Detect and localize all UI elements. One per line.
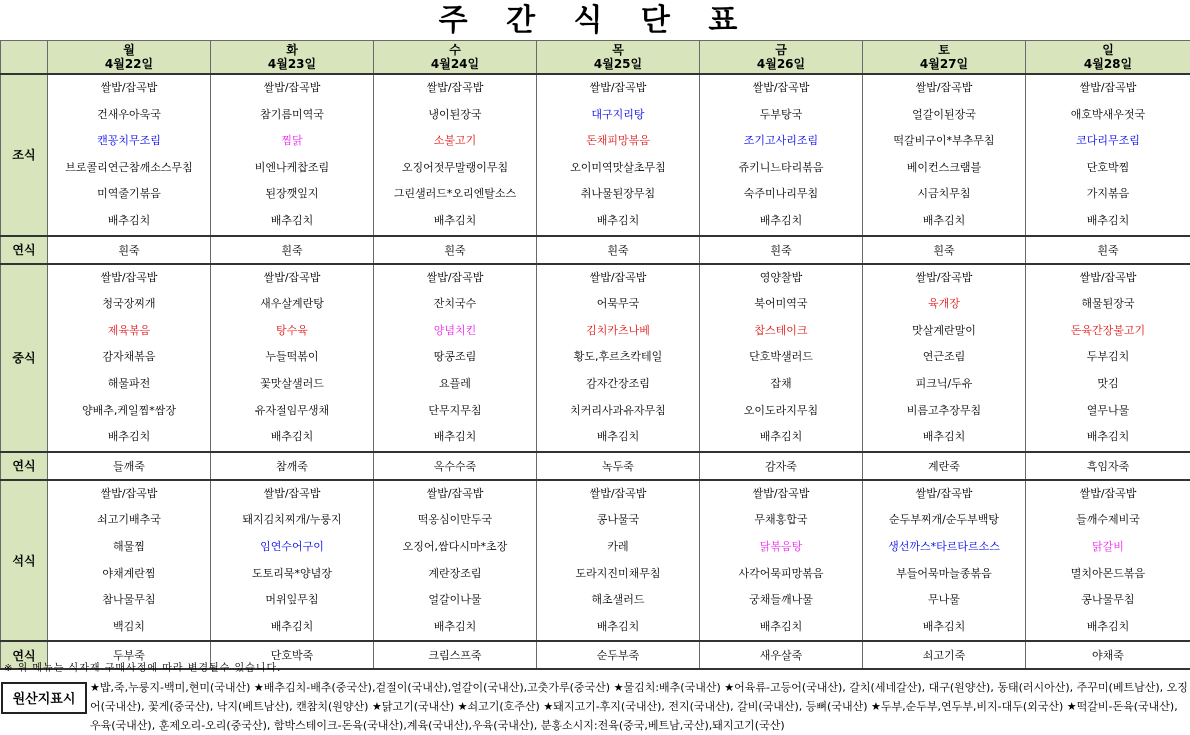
menu-item: 치커리사과유자무침 (570, 403, 666, 417)
snack-item: 두부죽 (48, 641, 211, 669)
menu-item: 쌀밥/잡곡밥 (1079, 81, 1137, 94)
menu-item: 비엔나케찹조림 (254, 160, 330, 174)
menu-item: 맛살계란말이 (912, 323, 976, 337)
menu-item: 배추김치 (107, 430, 151, 444)
lunch-day-cell (1026, 264, 1190, 452)
day-date: 4월24일 (430, 57, 480, 71)
menu-item: 순두부찌개/순두부백탕 (889, 513, 999, 527)
menu-item: 계란장조림 (428, 566, 482, 580)
snack-item: 계란죽 (863, 452, 1026, 480)
menu-item: 쌀밥/잡곡밥 (263, 270, 321, 284)
menu-item: 누들떡볶이 (265, 350, 319, 364)
snack-item: 쇠고기죽 (863, 641, 1026, 669)
breakfast-label: 조식 (1, 74, 48, 236)
menu-item: 된장깻잎지 (265, 187, 319, 201)
snack-item: 옥수수죽 (374, 452, 537, 480)
menu-item: 배추김치 (433, 619, 477, 633)
menu-item: 돼지김치찌개/누룽지 (242, 513, 342, 527)
menu-item: 배추김치 (759, 213, 803, 227)
menu-item: 배추김치 (922, 213, 966, 227)
menu-item: 돈육간장불고기 (1070, 323, 1146, 337)
day-date: 4월23일 (267, 57, 317, 71)
menu-item: 쌀밥/잡곡밥 (426, 486, 484, 500)
menu-item: 감자간장조림 (586, 376, 650, 390)
day-name: 목 (612, 43, 624, 57)
menu-item: 쥬키니느타리볶음 (738, 160, 824, 174)
menu-item: 얼갈이된장국 (912, 107, 976, 121)
weekly-menu-table (0, 40, 1190, 670)
menu-item: 배추김치 (433, 213, 477, 227)
menu-item: 쌀밥/잡곡밥 (263, 486, 321, 500)
snack-item: 야채죽 (1026, 641, 1190, 669)
menu-item: 두부김치 (1086, 350, 1130, 364)
dinner-day-cell (1026, 480, 1190, 642)
menu-item: 유자절임무생채 (254, 403, 330, 417)
origin-label: 원산지표시 (1, 682, 87, 714)
menu-item: 캔꽁치무조림 (97, 134, 161, 148)
menu-item: 쌀밥/잡곡밥 (589, 486, 647, 500)
menu-item: 쌀밥/잡곡밥 (589, 270, 647, 284)
menu-item: 쌀밥/잡곡밥 (915, 81, 973, 94)
breakfast-day-cell (211, 74, 374, 236)
menu-item: 잔치국수 (433, 297, 477, 311)
menu-item: 두부탕국 (759, 107, 803, 121)
menu-item: 오징어,쌈다시마*초장 (402, 539, 508, 553)
menu-item: 황도,후르츠칵테일 (573, 350, 663, 364)
menu-item: 카레 (607, 539, 629, 553)
snack-item: 흰죽 (700, 236, 863, 264)
menu-item: 배추김치 (596, 213, 640, 227)
origin-info: ★밥,죽,누룽지-백미,현미(국내산) ★배추김치-배추(중국산),겉절이(국내산),얼갈이(국내산),고춧가루(중국산) ★물김치:배추(국내산) ★어육류-고등어(국내산), 갈치(세네갈산), 대구(원양산), 동태(러시아산), 주꾸미(베트남산), 오징어(국내산), 꽃게(중국산), 낙지(베트남산), 캔참치(원양산) ★닭고기(국내산) ★쇠고기(호주산) ★돼지고기-후지(국내산), 전지(국내산), 갈비(국내산), 등뼈(국내산) ★두부,순두부,연두부,비지-대두(외국산) ★떡갈비-돈육(국내산),우육(국내산), 훈제오리-오리(중국산), 함박스테이크-돈육(국내산),계육(국내산),우육(국내산), 분홍소시지:전육(중국,베트남,국산),돼지고기(국산) (90, 681, 1188, 732)
menu-item: 돈채피망볶음 (586, 134, 650, 148)
lunch-day-cell (537, 264, 700, 452)
day-header (700, 41, 863, 75)
dinner-day-cell (374, 480, 537, 642)
breakfast-row (1, 74, 1190, 236)
menu-item: 숙주미나리무침 (743, 187, 819, 201)
menu-item: 쌀밥/잡곡밥 (1079, 486, 1137, 500)
menu-item: 머위잎무침 (265, 593, 319, 607)
menu-item: 냉이된장국 (428, 107, 482, 121)
breakfast-day-cell (537, 74, 700, 236)
day-header (537, 41, 700, 75)
menu-item: 콩나물무침 (1081, 593, 1135, 607)
menu-item: 양배추,케일찜*쌈장 (81, 403, 176, 417)
menu-item: 탕수육 (276, 323, 308, 337)
menu-item: 그린샐러드*오리엔탈소스 (393, 187, 517, 201)
dinner-row (1, 480, 1190, 642)
menu-item: 쌀밥/잡곡밥 (100, 486, 158, 500)
menu-item: 소불고기 (433, 134, 477, 148)
menu-item: 쌀밥/잡곡밥 (752, 81, 810, 94)
menu-item: 건새우아욱국 (97, 107, 161, 121)
lunch-row (1, 264, 1190, 452)
lunch-label: 중식 (1, 264, 48, 452)
snack-item: 흰죽 (1026, 236, 1190, 264)
day-header (48, 41, 211, 75)
menu-item: 참나물무침 (102, 593, 156, 607)
menu-item: 시금치무침 (917, 187, 971, 201)
day-name: 일 (1102, 43, 1114, 57)
menu-item: 땅콩조림 (433, 350, 477, 364)
snack-label: 연식 (1, 236, 48, 264)
menu-item: 열무나물 (1086, 403, 1130, 417)
snack-item: 흰죽 (537, 236, 700, 264)
snack-item: 흰죽 (48, 236, 211, 264)
menu-item: 쌀밥/잡곡밥 (915, 486, 973, 500)
menu-item: 배추김치 (922, 619, 966, 633)
menu-item: 배추김치 (1086, 213, 1130, 227)
menu-item: 꽃맛살샐러드 (260, 376, 324, 390)
snack-item: 흰죽 (374, 236, 537, 264)
menu-item: 닭볶음탕 (759, 539, 803, 553)
menu-item: 비름고추장무침 (906, 403, 982, 417)
menu-item: 쌀밥/잡곡밥 (426, 81, 484, 94)
menu-item: 배추김치 (270, 619, 314, 633)
day-header (374, 41, 537, 75)
snack-item: 단호박죽 (211, 641, 374, 669)
day-header-row (1, 41, 1190, 75)
dinner-label: 석식 (1, 480, 48, 642)
day-date: 4월25일 (593, 57, 643, 71)
day-header (863, 41, 1026, 75)
menu-item: 미역줄기볶음 (97, 187, 161, 201)
menu-item: 닭갈비 (1092, 539, 1124, 553)
breakfast-day-cell (48, 74, 211, 236)
menu-item: 임연수어구이 (260, 539, 324, 553)
menu-item: 해초샐러드 (591, 593, 645, 607)
snack-label: 연식 (1, 452, 48, 480)
menu-item: 쌀밥/잡곡밥 (752, 486, 810, 500)
menu-item: 궁채들깨나물 (749, 593, 813, 607)
page-title: 주 간 식 단 표 (438, 3, 752, 38)
day-header (211, 41, 374, 75)
menu-item: 배추김치 (759, 619, 803, 633)
menu-item: 무채홍합국 (754, 513, 808, 527)
lunch-day-cell (863, 264, 1026, 452)
menu-item: 해물찜 (113, 539, 145, 553)
breakfast-day-cell (374, 74, 537, 236)
menu-item: 요플레 (439, 376, 471, 390)
snack-item: 순두부죽 (537, 641, 700, 669)
menu-item: 배추김치 (596, 619, 640, 633)
day-date: 4월27일 (919, 57, 969, 71)
menu-item: 쌀밥/잡곡밥 (915, 270, 973, 284)
menu-item: 배추김치 (1086, 619, 1130, 633)
menu-item: 조기고사리조림 (743, 134, 819, 148)
snack-item: 새우살죽 (700, 641, 863, 669)
breakfast-day-cell (863, 74, 1026, 236)
day-date: 4월22일 (104, 57, 154, 71)
lunch-day-cell (48, 264, 211, 452)
menu-item: 무나물 (928, 593, 960, 607)
day-name: 금 (775, 43, 787, 57)
snack-item: 참깨죽 (211, 452, 374, 480)
menu-item: 오징어젓무말랭이무침 (401, 160, 509, 174)
lunch-day-cell (700, 264, 863, 452)
day-name: 수 (449, 43, 461, 57)
menu-item: 쌀밥/잡곡밥 (426, 270, 484, 284)
menu-item: 배추김치 (596, 430, 640, 444)
menu-item: 해물된장국 (1081, 297, 1135, 311)
day-name: 토 (938, 43, 950, 57)
dinner-day-cell (700, 480, 863, 642)
day-date: 4월28일 (1083, 57, 1133, 71)
menu-item: 피크닉/두유 (915, 376, 973, 390)
menu-item: 감자채볶음 (102, 350, 156, 364)
snack1-row (1, 236, 1190, 264)
menu-item: 취나물된장무침 (580, 187, 656, 201)
snack-item: 흰죽 (211, 236, 374, 264)
day-header (1026, 41, 1190, 75)
menu-item: 단호박찜 (1086, 160, 1130, 174)
menu-item: 멸치아몬드볶음 (1070, 566, 1146, 580)
dinner-day-cell (48, 480, 211, 642)
lunch-day-cell (211, 264, 374, 452)
menu-item: 배추김치 (107, 213, 151, 227)
day-name: 화 (286, 43, 298, 57)
breakfast-day-cell (700, 74, 863, 236)
menu-item: 찹스테이크 (754, 323, 808, 337)
menu-item: 단호박샐러드 (749, 350, 813, 364)
menu-item: 쌀밥/잡곡밥 (100, 81, 158, 94)
menu-item: 배추김치 (270, 213, 314, 227)
menu-item: 쌀밥/잡곡밥 (263, 81, 321, 94)
menu-item: 배추김치 (270, 430, 314, 444)
menu-item: 도토리묵*양념장 (252, 566, 332, 580)
dinner-day-cell (537, 480, 700, 642)
menu-item: 육개장 (928, 297, 960, 311)
snack-item: 들깨죽 (48, 452, 211, 480)
menu-item: 배추김치 (1086, 430, 1130, 444)
menu-item: 청국장찌개 (102, 297, 156, 311)
menu-item: 연근조림 (922, 350, 966, 364)
menu-item: 오이미역맛살초무침 (570, 160, 666, 174)
menu-item: 참기름미역국 (260, 107, 324, 121)
menu-item: 배추김치 (759, 430, 803, 444)
day-name: 월 (123, 43, 135, 57)
menu-item: 베이컨스크램블 (906, 160, 982, 174)
day-date: 4월26일 (756, 57, 806, 71)
menu-item: 해물파전 (107, 376, 151, 390)
menu-item: 제육볶음 (107, 323, 151, 337)
menu-item: 쇠고기배추국 (97, 513, 161, 527)
snack-item: 흑임자죽 (1026, 452, 1190, 480)
menu-item: 양념치킨 (433, 323, 477, 337)
header-corner (1, 41, 48, 75)
breakfast-day-cell (1026, 74, 1190, 236)
menu-item: 가지볶음 (1086, 187, 1130, 201)
menu-item: 떡갈비구이*부추무침 (893, 134, 995, 148)
snack-item: 감자죽 (700, 452, 863, 480)
menu-item: 애호박새우젓국 (1070, 107, 1146, 121)
menu-item: 북어미역국 (754, 297, 808, 311)
menu-item: 배추김치 (922, 430, 966, 444)
menu-item: 브로콜리연근참깨소스무침 (65, 160, 193, 174)
snack-label: 연식 (1, 641, 48, 669)
menu-change-notice: ※ 위 메뉴는 식자재 구매사정에 따라 변경될수 있습니다. (4, 663, 282, 674)
menu-item: 도라지진미채무침 (575, 566, 661, 580)
dinner-day-cell (863, 480, 1026, 642)
menu-item: 어묵무국 (596, 297, 640, 311)
menu-item: 쌀밥/잡곡밥 (1079, 270, 1137, 284)
menu-item: 단무지무침 (428, 403, 482, 417)
snack-item: 흰죽 (863, 236, 1026, 264)
menu-item: 새우살계란탕 (260, 297, 324, 311)
menu-item: 얼갈이나물 (428, 593, 482, 607)
menu-item: 찜닭 (281, 134, 303, 148)
menu-item: 들깨수제비국 (1076, 513, 1140, 527)
menu-item: 김치카츠나베 (586, 323, 650, 337)
menu-item: 사각어묵피망볶음 (738, 566, 824, 580)
menu-item: 쌀밥/잡곡밥 (100, 270, 158, 284)
snack-item: 녹두죽 (537, 452, 700, 480)
menu-item: 떡옹심이만두국 (417, 513, 493, 527)
snack-item: 크림스프죽 (374, 641, 537, 669)
menu-item: 대구지리탕 (591, 107, 645, 121)
menu-item: 야채계란찜 (102, 566, 156, 580)
menu-item: 콩나물국 (596, 513, 640, 527)
menu-item: 오이도라지무침 (743, 403, 819, 417)
menu-item: 영양찰밥 (759, 270, 803, 284)
menu-item: 부들어묵마늘종볶음 (896, 566, 992, 580)
menu-item: 잡채 (770, 376, 792, 390)
menu-item: 맛김 (1097, 376, 1119, 390)
lunch-day-cell (374, 264, 537, 452)
menu-item: 코다리무조림 (1076, 134, 1140, 148)
menu-item: 쌀밥/잡곡밥 (589, 81, 647, 94)
snack2-row (1, 452, 1190, 480)
menu-item: 백김치 (113, 619, 145, 633)
dinner-day-cell (211, 480, 374, 642)
menu-item: 배추김치 (433, 430, 477, 444)
menu-item: 생선까스*타르타르소스 (888, 539, 1000, 553)
